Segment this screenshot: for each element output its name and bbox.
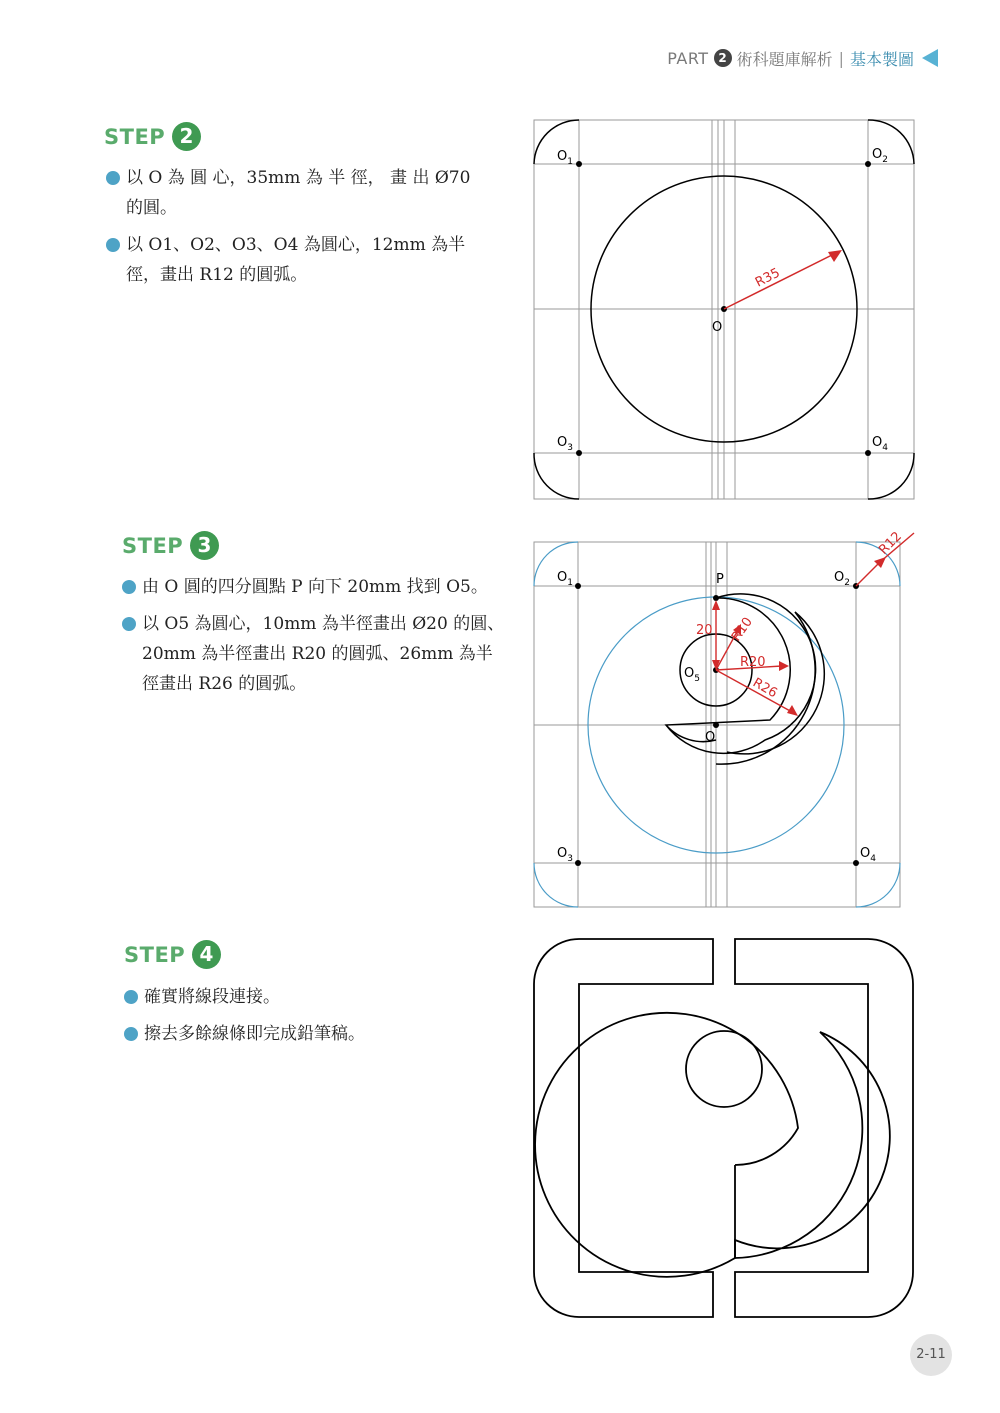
- label-r10: R10: [728, 614, 756, 645]
- step-3-bullets: [122, 572, 506, 706]
- step-3-title: [122, 531, 219, 560]
- figure-step-3: [530, 525, 920, 915]
- label-o1: $O_1$: [557, 149, 573, 167]
- label-r12: R12: [876, 529, 905, 558]
- header-section: 術科題庫解析: [736, 49, 833, 69]
- step-3-number: 3: [190, 531, 219, 560]
- r35-dimension: [724, 250, 842, 309]
- figure-step-4: [530, 935, 920, 1325]
- label-dim-20: 20: [696, 623, 713, 638]
- label-r35: R35: [753, 265, 783, 291]
- step-2-label: STEP: [104, 124, 166, 149]
- step-4-bullet-2: 擦去多餘線條即完成鉛筆稿。: [124, 1019, 508, 1049]
- label-o4: $O_4$: [872, 435, 888, 453]
- label-o2: $O_2$: [872, 147, 888, 165]
- step-4-bullet-1: 確實將線段連接。: [124, 982, 508, 1012]
- label-o: O: [712, 320, 723, 335]
- step-2-bullet-2: 以 O1、O2、O3、O4 為圓心，12mm 為半徑，畫出 R12 的圓弧。: [106, 230, 490, 290]
- label-o1: $O_1$: [557, 570, 573, 588]
- step-3-label: STEP: [122, 533, 184, 558]
- header-subsection: 基本製圖: [849, 49, 914, 69]
- header-part: PART: [667, 48, 709, 68]
- step-3-bullet-2: 以 O5 為圓心，10mm 為半徑畫出 Ø20 的圓、20mm 為半徑畫出 R20 的圓弧、26mm 為半徑畫出 R26 的圓弧。: [122, 609, 506, 699]
- header-triangle-icon: [922, 49, 938, 67]
- label-o5: $O_5$: [684, 666, 700, 684]
- label-p: P: [716, 572, 724, 587]
- figure-step-2: [530, 115, 920, 505]
- running-header: [667, 44, 938, 72]
- step-2-bullet-1: 以 O 為 圓 心，35mm 為 半 徑， 畫 出 Ø70 的圓。: [106, 163, 490, 223]
- step-4-number: 4: [192, 940, 221, 969]
- step-4-bullets: [124, 982, 508, 1056]
- header-part-number: 2: [714, 49, 732, 67]
- header-separator: |: [838, 48, 844, 68]
- page-number: 2-11: [910, 1334, 952, 1376]
- step-3-bullet-1: 由 O 圓的四分圓點 P 向下 20mm 找到 O5。: [122, 572, 506, 602]
- label-o: O: [705, 730, 716, 745]
- label-o3: $O_3$: [557, 435, 573, 453]
- label-o3: $O_3$: [557, 846, 573, 864]
- step-4-label: STEP: [124, 942, 186, 967]
- step-2-number: 2: [172, 122, 201, 151]
- final-shape: [534, 939, 913, 1317]
- label-o2: $O_2$: [834, 570, 850, 588]
- step-2-bullets: [106, 163, 490, 297]
- label-o4: $O_4$: [860, 846, 876, 864]
- label-r26: R26: [750, 675, 780, 702]
- step-4-title: [124, 940, 221, 969]
- label-r20: R20: [740, 655, 766, 670]
- step-2-title: [104, 122, 201, 151]
